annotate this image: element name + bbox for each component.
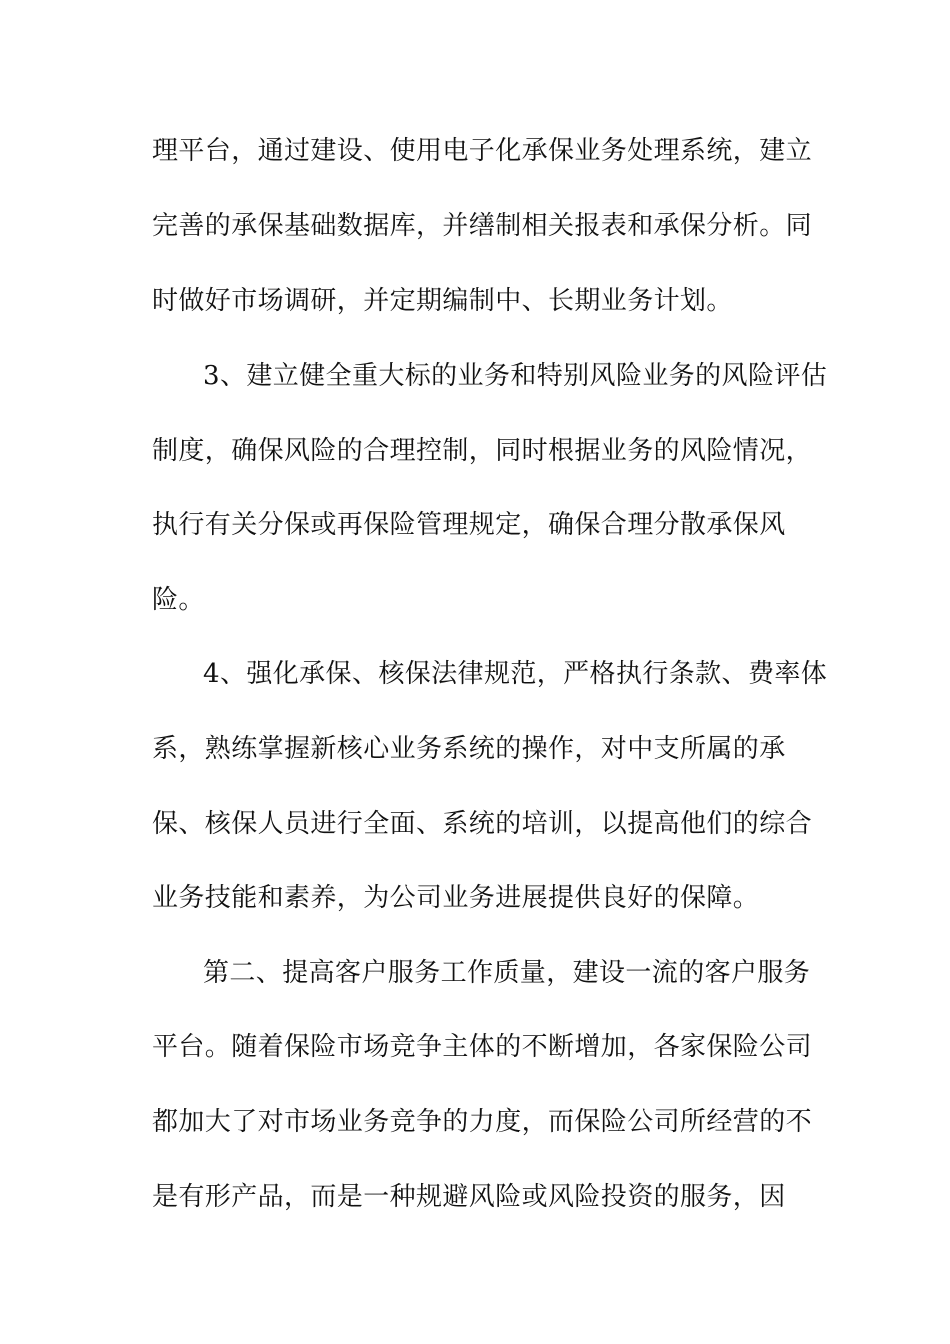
text-line: 平台。随着保险市场竞争主体的不断增加，各家保险公司 [152,1032,813,1062]
text-line: 完善的承保基础数据库，并缮制相关报表和承保分析。同 [152,211,813,241]
text-line: 时做好市场调研，并定期编制中、长期业务计划。 [152,286,733,316]
text-line: 制度，确保风险的合理控制，同时根据业务的风险情况， [152,436,813,466]
paragraph-3-start: 3、建立健全重大标的业务和特别风险业务的风险评估 [203,361,828,391]
paragraph-4-start: 4、强化承保、核保法律规范，严格执行条款、费率体 [203,659,828,689]
text-line: 理平台，通过建设、使用电子化承保业务处理系统，建立 [152,136,813,166]
text-line: 执行有关分保或再保险管理规定，确保合理分散承保风 [152,510,786,540]
text-line: 系，熟练掌握新核心业务系统的操作，对中支所属的承 [152,734,786,764]
text-line: 保、核保人员进行全面、系统的培训，以提高他们的综合 [152,809,813,839]
paragraph-second-start: 第二、提高客户服务工作质量，建设一流的客户服务 [203,958,811,988]
text-line: 险。 [152,585,205,615]
text-line: 是有形产品，而是一种规避风险或风险投资的服务，因 [152,1182,786,1212]
text-line: 都加大了对市场业务竞争的力度，而保险公司所经营的不 [152,1107,813,1137]
text-line: 业务技能和素养，为公司业务进展提供良好的保障。 [152,883,760,913]
